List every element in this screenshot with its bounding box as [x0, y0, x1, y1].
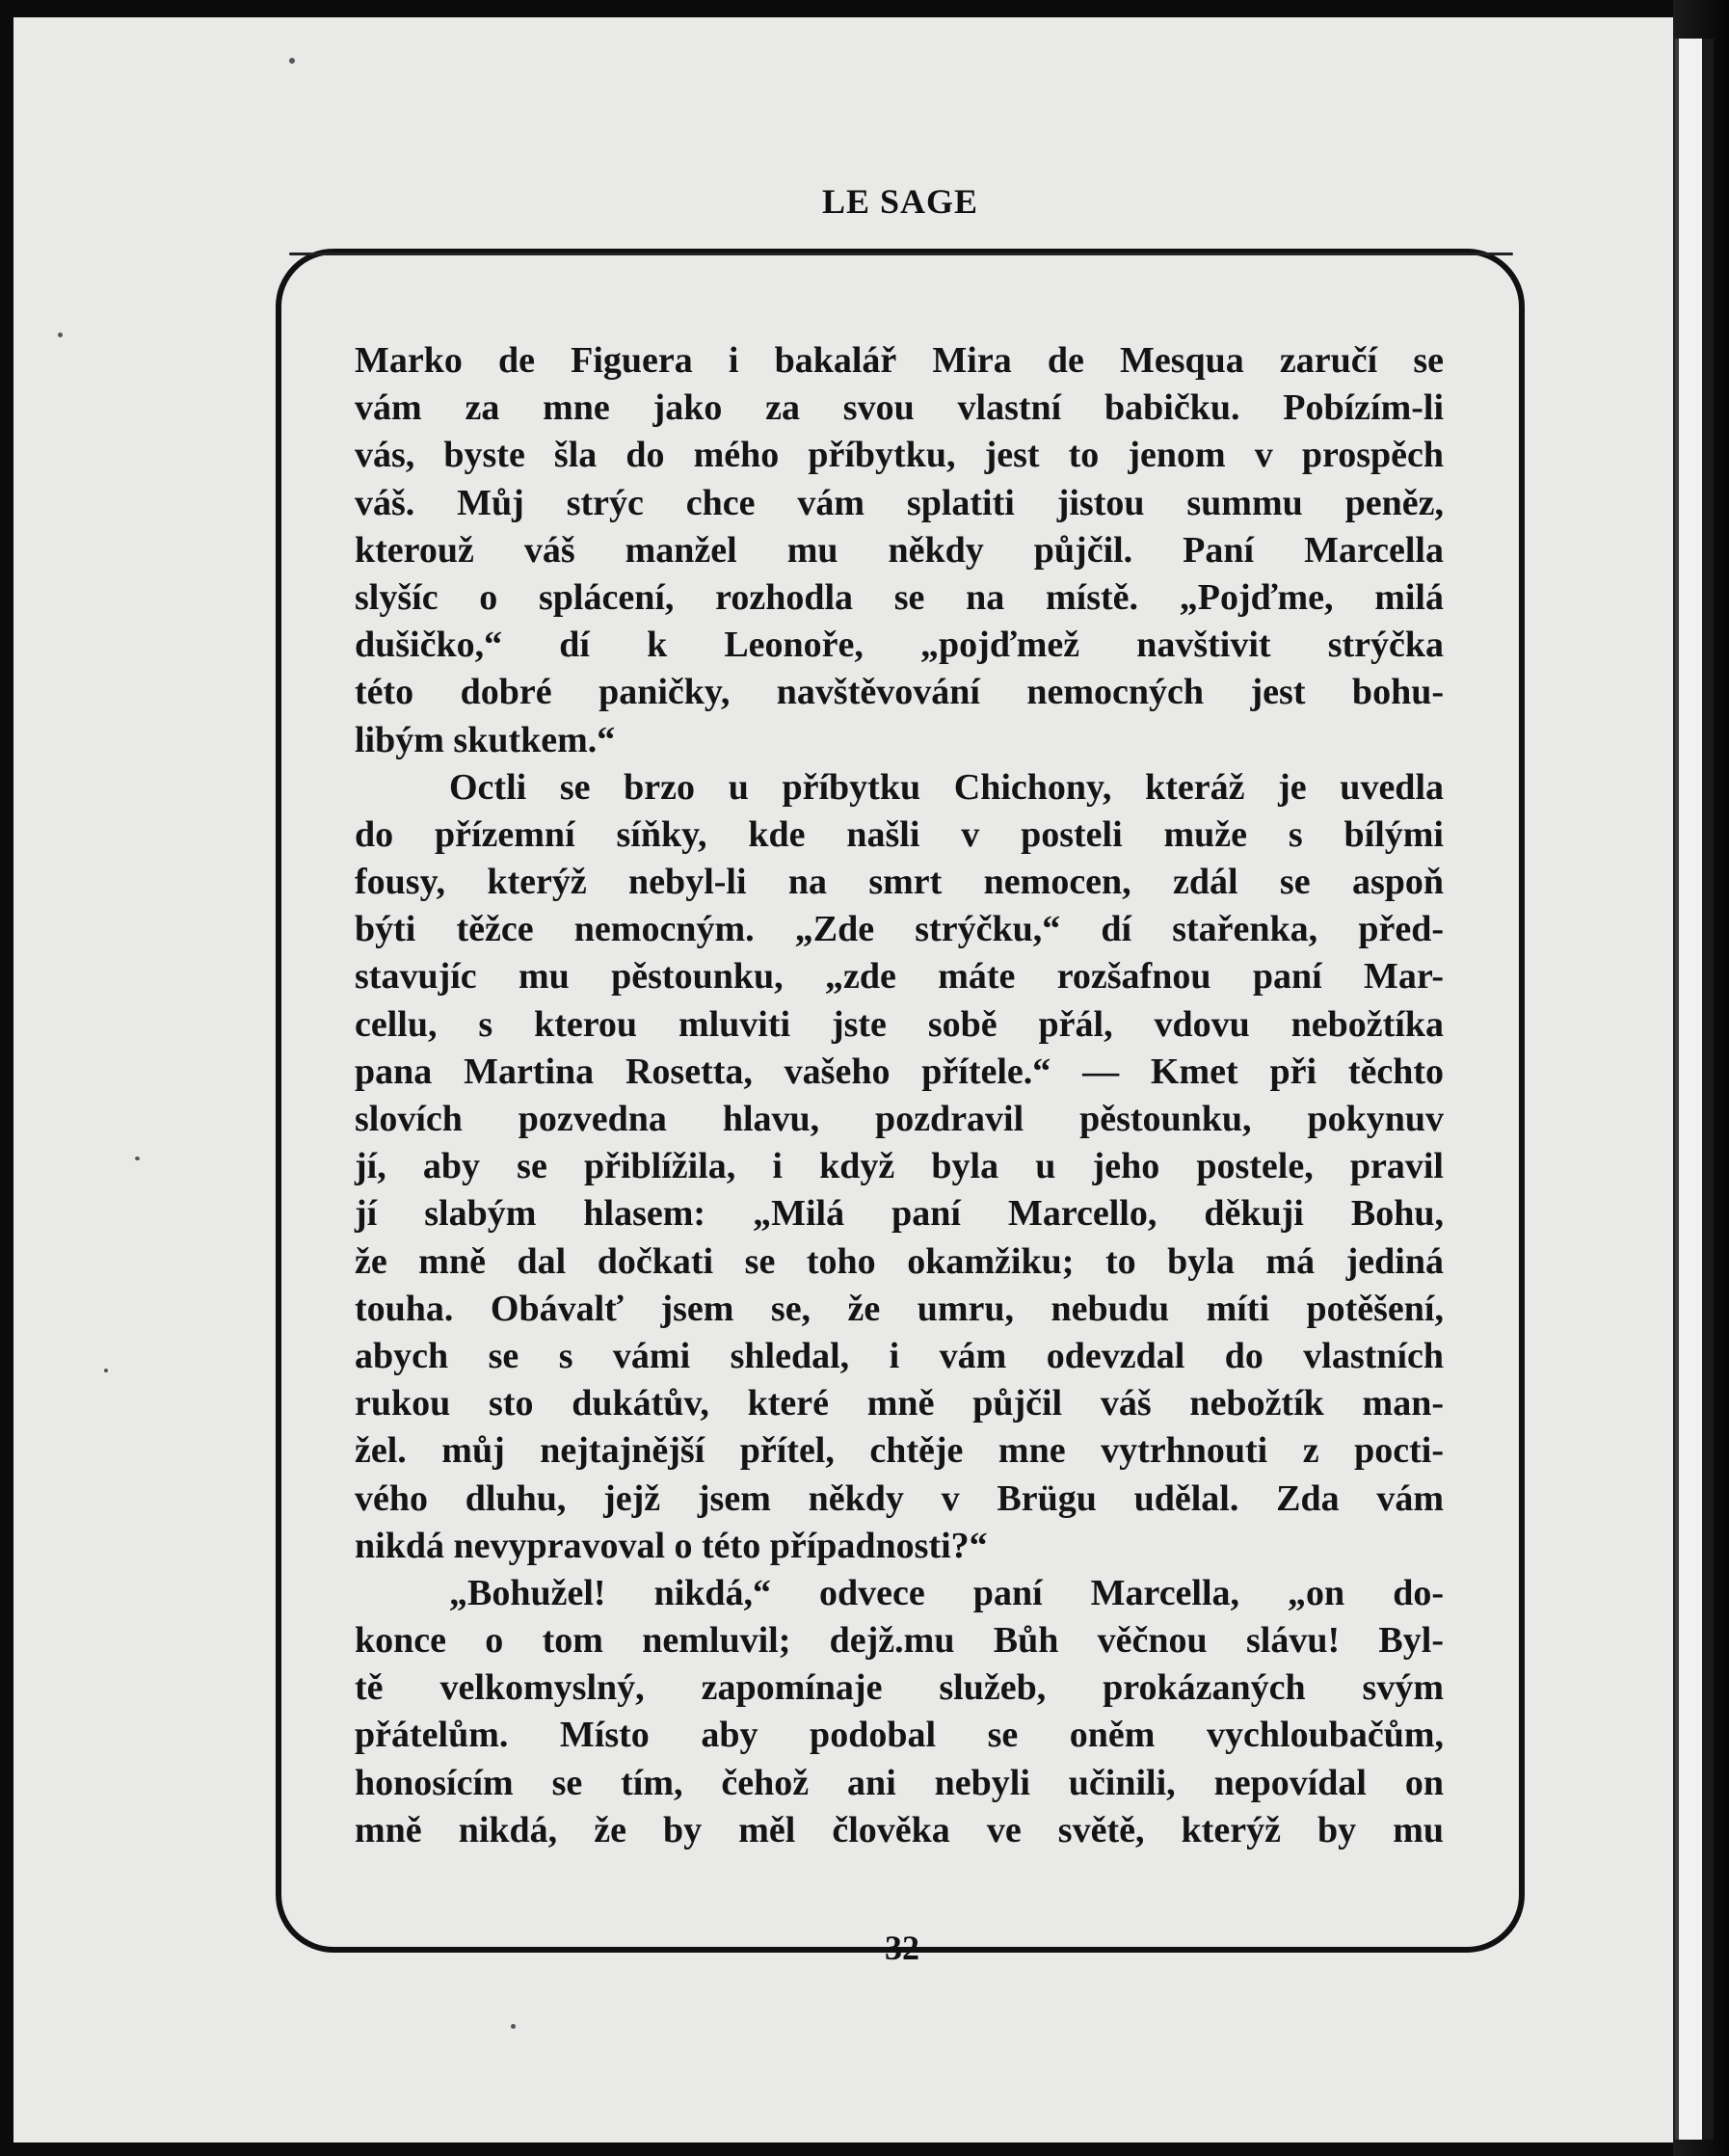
- text-line: slovích pozvedna hlavu, pozdravil pěstounku, pokynuv: [355, 1099, 1444, 1139]
- text-line: abych se s vámi shledal, i vám odevzdal do vlastních: [355, 1335, 1444, 1376]
- text-line: pana Martina Rosetta, vašeho přítele.“ — Kmet při těchto: [355, 1051, 1444, 1092]
- footer-rule-left: [333, 1947, 846, 1953]
- text-line: stavujíc mu pěstounku, „zde máte rozšafnou paní Mar-: [355, 956, 1444, 998]
- text-line: mně nikdá, že by měl člověka ve světě, kterýž by mu: [355, 1809, 1444, 1850]
- paper-speck: [104, 1369, 108, 1372]
- text-line: vás, byste šla do mého příbytku, jest to jenom v prospěch: [355, 435, 1444, 476]
- text-line: váš. Můj strýc chce vám splatiti jistou summu peněz,: [355, 482, 1444, 523]
- text-line: libým skutkem.“: [355, 719, 616, 760]
- text-line: dušičko,“ dí k Leonoře, „pojďmež navštivit strýčka: [355, 625, 1444, 666]
- body-text: [355, 337, 1444, 1854]
- text-line: této dobré paničky, navštěvování nemocných jest bohu-: [355, 672, 1444, 713]
- paper-speck: [511, 2024, 516, 2029]
- text-line: fousy, kterýž nebyl-li na smrt nemocen, zdál se aspoň: [355, 862, 1444, 903]
- page-edge-strip: [1675, 39, 1714, 2140]
- text-line: do přízemní síňky, kde našli v posteli muže s bílými: [355, 813, 1444, 855]
- text-line: přátelům. Místo aby podobal se oněm vychloubačům,: [355, 1715, 1444, 1756]
- text-line: Marko de Figuera i bakalář Mira de Mesqua zaručí se: [355, 340, 1444, 381]
- text-line: nikdá nevypravoval o této případnosti?“: [355, 1525, 988, 1566]
- text-line: honosícím se tím, čehož ani nebyli učinili, nepovídal on: [355, 1762, 1444, 1803]
- frame-top-rule: [289, 253, 1513, 255]
- paper-speck: [58, 333, 63, 337]
- text-line: Octli se brzo u příbytku Chichony, kteráž je uvedla: [449, 766, 1444, 808]
- footer: [276, 1928, 1525, 1976]
- text-line: „Bohužel! nikdá,“ odvece paní Marcella, „on do-: [449, 1572, 1444, 1613]
- text-line: cellu, s kterou mluviti jste sobě přál, vdovu nebožtíka: [355, 1003, 1444, 1045]
- text-line: že mně dal dočkati se toho okamžiku; to byla má jediná: [355, 1240, 1444, 1282]
- text-line: slyšíc o splácení, rozhodla se na místě. „Pojďme, milá: [355, 576, 1444, 618]
- text-line: vého dluhu, jejž jsem někdy v Brügu udělal. Zda vám: [355, 1477, 1444, 1519]
- page-number: 32: [885, 1929, 919, 1967]
- paper-speck: [135, 1157, 140, 1160]
- text-line: jí slabým hlasem: „Milá paní Marcello, děkuji Bohu,: [355, 1193, 1444, 1235]
- footer-rule-right: [960, 1947, 1467, 1953]
- text-line: býti těžce nemocným. „Zde strýčku,“ dí stařenka, před-: [355, 909, 1444, 950]
- text-line: konce o tom nemluvil; dejž.mu Bůh věčnou slávu! Byl-: [355, 1620, 1444, 1662]
- text-line: žel. můj nejtajnější přítel, chtěje mne vytrhnouti z pocti-: [355, 1430, 1444, 1472]
- text-line: vám za mne jako za svou vlastní babičku. Pobízím-li: [355, 387, 1444, 429]
- text-line: jí, aby se přiblížila, i když byla u jeho postele, pravil: [355, 1146, 1444, 1187]
- text-line: touha. Obávalť jsem se, že umru, nebudu míti potěšení,: [355, 1288, 1444, 1329]
- paper-speck: [289, 58, 295, 64]
- running-head: LE SAGE: [821, 182, 979, 221]
- text-line: tě velkomyslný, zapomínaje služeb, prokázaných svým: [355, 1667, 1444, 1709]
- text-line: kterouž váš manžel mu někdy půjčil. Paní Marcella: [355, 529, 1444, 571]
- text-line: rukou sto dukátův, které mně půjčil váš nebožtík man-: [355, 1383, 1444, 1424]
